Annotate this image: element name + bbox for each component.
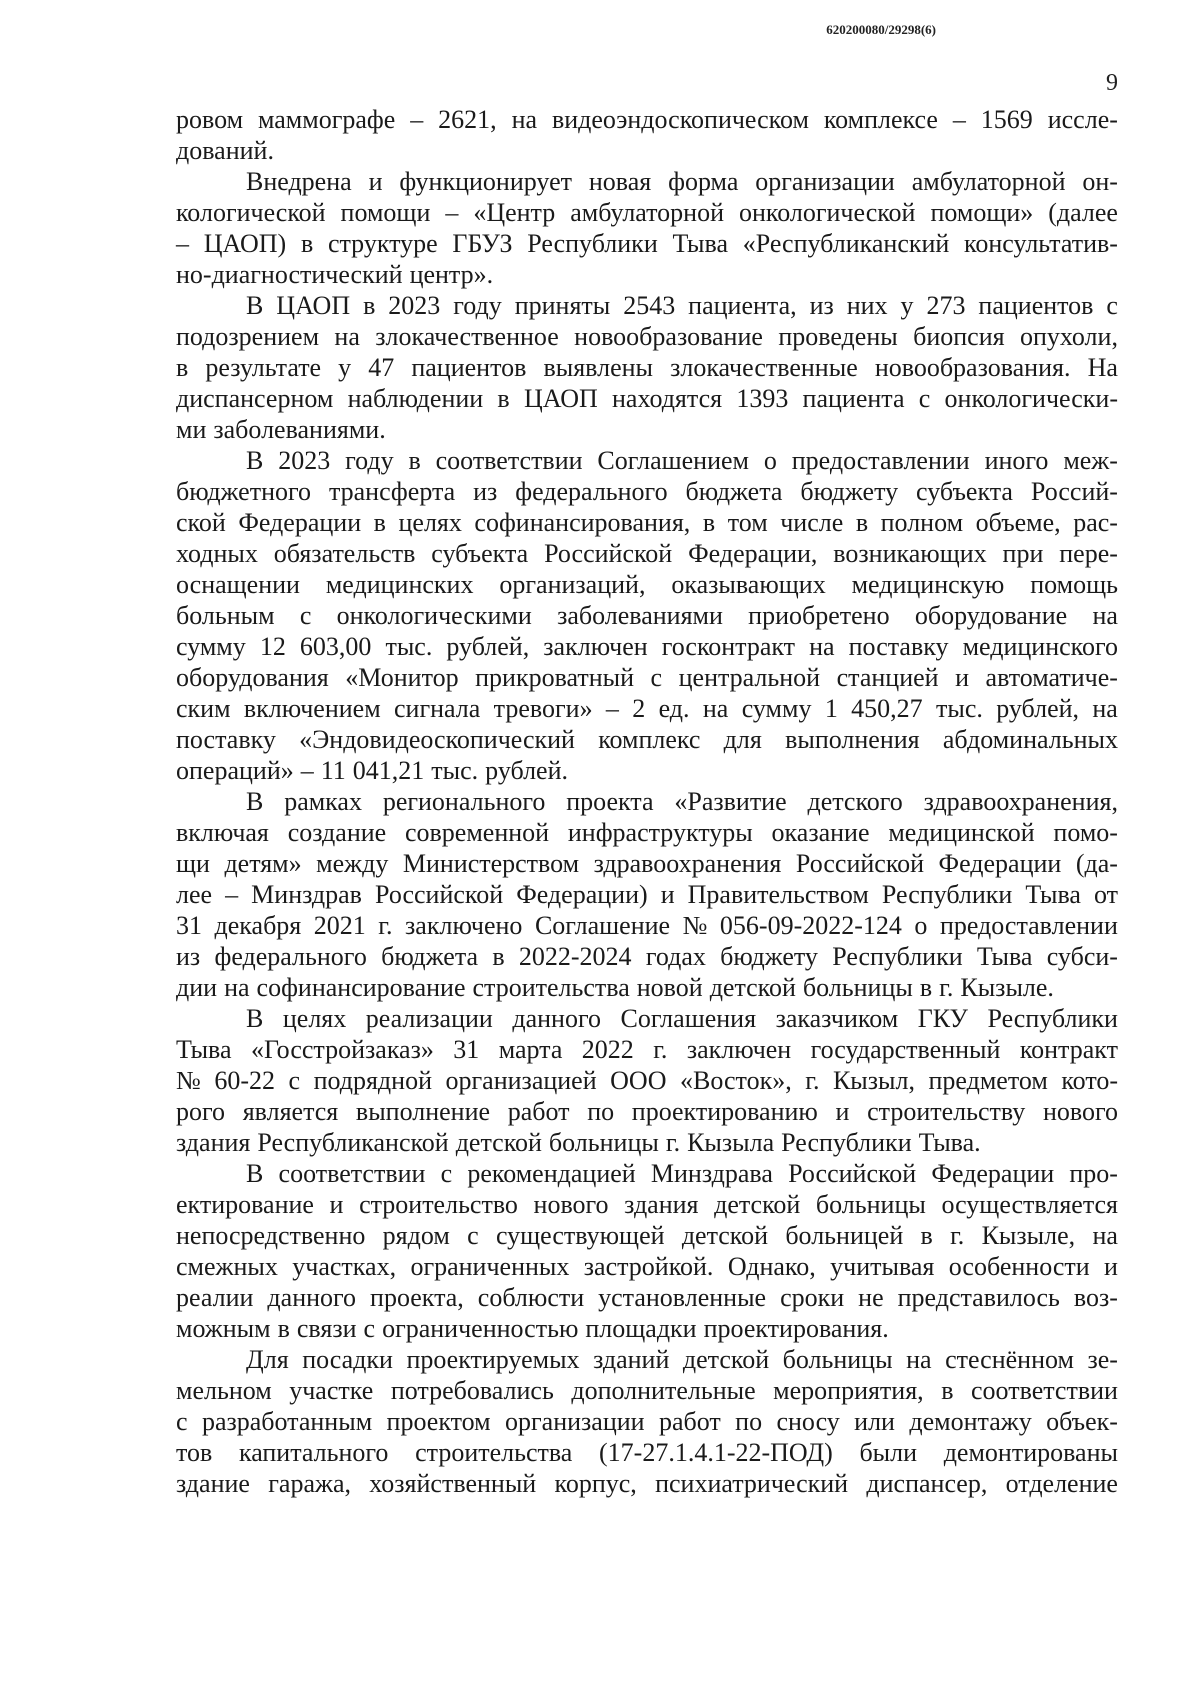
text-line: здания Республиканской детской больницы г. Кызыла Республики Тыва. (176, 1128, 981, 1157)
paragraph (176, 104, 1118, 166)
document-body (176, 104, 1118, 1499)
paragraph (176, 166, 1118, 290)
paragraph (176, 786, 1118, 1003)
paragraph (176, 290, 1118, 445)
text-line: дований. (176, 136, 274, 165)
text-line: оборудования «Монитор прикроватный с центральной станцией и автоматиче- (176, 663, 1118, 692)
text-line: щи детям» между Министерством здравоохранения Российской Федерации (да- (176, 849, 1118, 878)
text-line: Для посадки проектируемых зданий детской больницы на стеснённом зе- (246, 1345, 1118, 1374)
text-line: 31 декабря 2021 г. заключено Соглашение № 056-09-2022-124 о предоставлении (176, 911, 1118, 940)
text-line: из федерального бюджета в 2022-2024 годах бюджету Республики Тыва субси- (176, 942, 1118, 971)
text-line: рого является выполнение работ по проектированию и строительству нового (176, 1097, 1118, 1126)
text-line: лее – Минздрав Российской Федерации) и Правительством Республики Тыва от (176, 880, 1118, 909)
text-line: дии на софинансирование строительства новой детской больницы в г. Кызыле. (176, 973, 1054, 1002)
text-line: ектирование и строительство нового здания детской больницы осуществляется (176, 1190, 1118, 1219)
text-line: ской Федерации в целях софинансирования, в том числе в полном объеме, рас- (176, 508, 1118, 537)
text-line: оснащении медицинских организаций, оказывающих медицинскую помощь (176, 570, 1118, 599)
text-line: можным в связи с ограниченностью площадки проектирования. (176, 1314, 889, 1343)
text-line: диспансерном наблюдении в ЦАОП находятся 1393 пациента с онкологически- (176, 384, 1118, 413)
text-line: В 2023 году в соответствии Соглашением о предоставлении иного меж- (246, 446, 1118, 475)
paragraph (176, 1344, 1118, 1499)
text-line: подозрением на злокачественное новообразование проведены биопсия опухоли, (176, 322, 1118, 351)
text-line: тов капитального строительства (17-27.1.4.1-22-ПОД) были демонтированы (176, 1438, 1118, 1467)
text-line: № 60-22 с подрядной организацией ООО «Восток», г. Кызыл, предметом кото- (176, 1066, 1118, 1095)
text-line: В соответствии с рекомендацией Минздрава Российской Федерации про- (246, 1159, 1118, 1188)
text-line: В целях реализации данного Соглашения заказчиком ГКУ Республики (246, 1004, 1118, 1033)
paragraph (176, 445, 1118, 786)
text-line: – ЦАОП) в структуре ГБУЗ Республики Тыва «Республиканский консультатив- (176, 229, 1118, 258)
text-line: Внедрена и функционирует новая форма организации амбулаторной он- (246, 167, 1118, 196)
text-line: ходных обязательств субъекта Российской Федерации, возникающих при пере- (176, 539, 1118, 568)
text-line: поставку «Эндовидеоскопический комплекс для выполнения абдоминальных (176, 725, 1118, 754)
text-line: кологической помощи – «Центр амбулаторной онкологической помощи» (далее (176, 198, 1118, 227)
text-line: но-диагностический центр». (176, 260, 494, 289)
text-line: непосредственно рядом с существующей детской больницей в г. Кызыле, на (176, 1221, 1118, 1250)
text-line: реалии данного проекта, соблюсти установленные сроки не представилось воз- (176, 1283, 1118, 1312)
paragraph (176, 1158, 1118, 1344)
text-line: мельном участке потребовались дополнительные мероприятия, в соответствии (176, 1376, 1118, 1405)
text-line: Тыва «Госстройзаказ» 31 марта 2022 г. заключен государственный контракт (176, 1035, 1118, 1064)
text-line: больным с онкологическими заболеваниями приобретено оборудование на (176, 601, 1118, 630)
text-line: в результате у 47 пациентов выявлены злокачественные новообразования. На (176, 353, 1118, 382)
document-code: 620200080/29298(6) (826, 22, 936, 37)
text-line: ми заболеваниями. (176, 415, 386, 444)
text-line: операций» – 11 041,21 тыс. рублей. (176, 756, 568, 785)
text-line: включая создание современной инфраструктуры оказание медицинской помо- (176, 818, 1118, 847)
text-line: сумму 12 603,00 тыс. рублей, заключен госконтракт на поставку медицинского (176, 632, 1118, 661)
text-line: здание гаража, хозяйственный корпус, психиатрический диспансер, отделение (176, 1469, 1118, 1498)
text-line: В рамках регионального проекта «Развитие детского здравоохранения, (246, 787, 1118, 816)
page-number: 9 (1106, 70, 1118, 96)
text-line: с разработанным проектом организации работ по сносу или демонтажу объек- (176, 1407, 1118, 1436)
text-line: бюджетного трансферта из федерального бюджета бюджету субъекта Россий- (176, 477, 1118, 506)
text-line: ским включением сигнала тревоги» – 2 ед. на сумму 1 450,27 тыс. рублей, на (176, 694, 1118, 723)
text-line: В ЦАОП в 2023 году приняты 2543 пациента, из них у 273 пациентов с (246, 291, 1118, 320)
text-line: смежных участках, ограниченных застройкой. Однако, учитывая особенности и (176, 1252, 1118, 1281)
text-line: ровом маммографе – 2621, на видеоэндоскопическом комплексе – 1569 иссле- (176, 105, 1118, 134)
paragraph (176, 1003, 1118, 1158)
